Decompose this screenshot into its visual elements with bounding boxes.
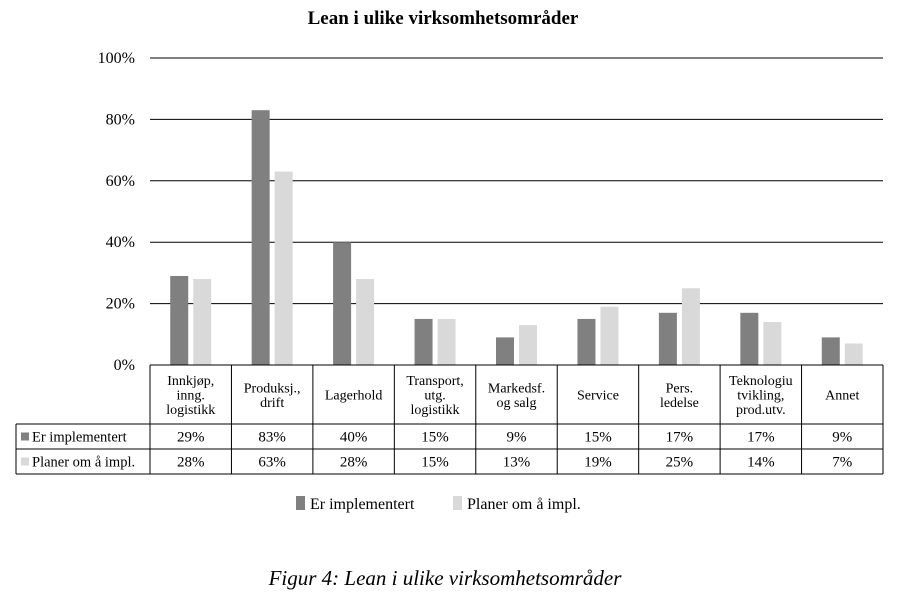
data-label: 7% (832, 454, 853, 471)
bar-planned (193, 279, 211, 365)
bar-planned (682, 288, 700, 365)
table-legend-key-planned (21, 458, 29, 466)
x-category-label: Innkjøp, (167, 374, 215, 389)
y-tick-label: 100% (97, 50, 135, 67)
legend-swatch-implemented (296, 496, 305, 510)
x-category-label: Lagerhold (324, 388, 383, 404)
y-tick-label: 20% (105, 295, 135, 313)
x-category-label: Teknologiu (729, 374, 793, 389)
table-row-label: Planer om å impl. (32, 454, 136, 471)
x-category-label: og salg (496, 395, 537, 411)
data-label: 28% (339, 454, 368, 471)
bar-implemented (333, 242, 351, 365)
data-label: 9% (832, 429, 853, 446)
data-label: 19% (584, 454, 612, 471)
table-legend-key-implemented (21, 433, 29, 441)
data-label: 83% (258, 429, 286, 446)
bar-implemented (496, 337, 514, 365)
figure-caption: Figur 4: Lean i ulike virksomhetsområder (268, 566, 622, 590)
x-category-label: ledelse (659, 395, 699, 411)
y-tick-label: 0% (113, 357, 135, 374)
x-category-label: Pers. (665, 381, 694, 397)
legend-label: Planer om å impl. (467, 496, 581, 513)
y-tick-label: 40% (105, 234, 135, 252)
bar-planned (356, 279, 374, 365)
x-category-label: inng. (176, 388, 205, 404)
legend-swatch-planned (453, 496, 462, 510)
bar-planned (600, 307, 618, 365)
bar-implemented (170, 276, 188, 365)
bar-planned (845, 344, 863, 365)
bar-implemented (577, 319, 595, 365)
x-category-label: logistikk (410, 403, 460, 418)
data-label: 63% (258, 454, 286, 471)
bar-planned (275, 172, 293, 365)
data-label: 28% (176, 454, 205, 471)
bar-implemented (659, 313, 677, 365)
data-label: 14% (747, 454, 775, 471)
x-category-label: Markedsf. (487, 381, 546, 397)
data-label: 17% (747, 429, 775, 446)
data-label: 9% (506, 429, 527, 446)
bar-planned (763, 322, 781, 365)
bar-planned (519, 325, 537, 365)
legend-label: Er implementert (310, 496, 415, 513)
x-category-label: Produksj., (243, 381, 301, 397)
data-label: 15% (421, 454, 449, 471)
bar-implemented (740, 313, 758, 365)
table-row-label: Er implementert (32, 429, 127, 446)
x-category-label: Transport, (406, 374, 464, 389)
x-category-label: drift (260, 395, 285, 411)
bar-planned (438, 319, 456, 365)
data-label: 17% (665, 429, 694, 446)
data-label: 29% (176, 429, 205, 446)
bar-implemented (252, 110, 270, 365)
x-category-label: prod.utv. (736, 403, 786, 418)
data-label: 15% (584, 429, 612, 446)
data-label: 40% (339, 429, 368, 446)
data-label: 13% (502, 454, 531, 471)
x-category-label: utg. (424, 388, 446, 404)
y-tick-label: 80% (105, 111, 135, 129)
bar-implemented (415, 319, 433, 365)
x-category-label: Annet (825, 388, 860, 404)
bar-implemented (822, 337, 840, 365)
y-tick-label: 60% (105, 172, 135, 190)
x-category-label: tvikling, (737, 388, 785, 404)
x-category-label: Service (576, 388, 619, 404)
chart-title: Lean i ulike virksomhetsområder (307, 8, 579, 29)
data-label: 25% (665, 454, 694, 471)
x-category-label: logistikk (166, 403, 216, 418)
data-label: 15% (421, 429, 449, 446)
